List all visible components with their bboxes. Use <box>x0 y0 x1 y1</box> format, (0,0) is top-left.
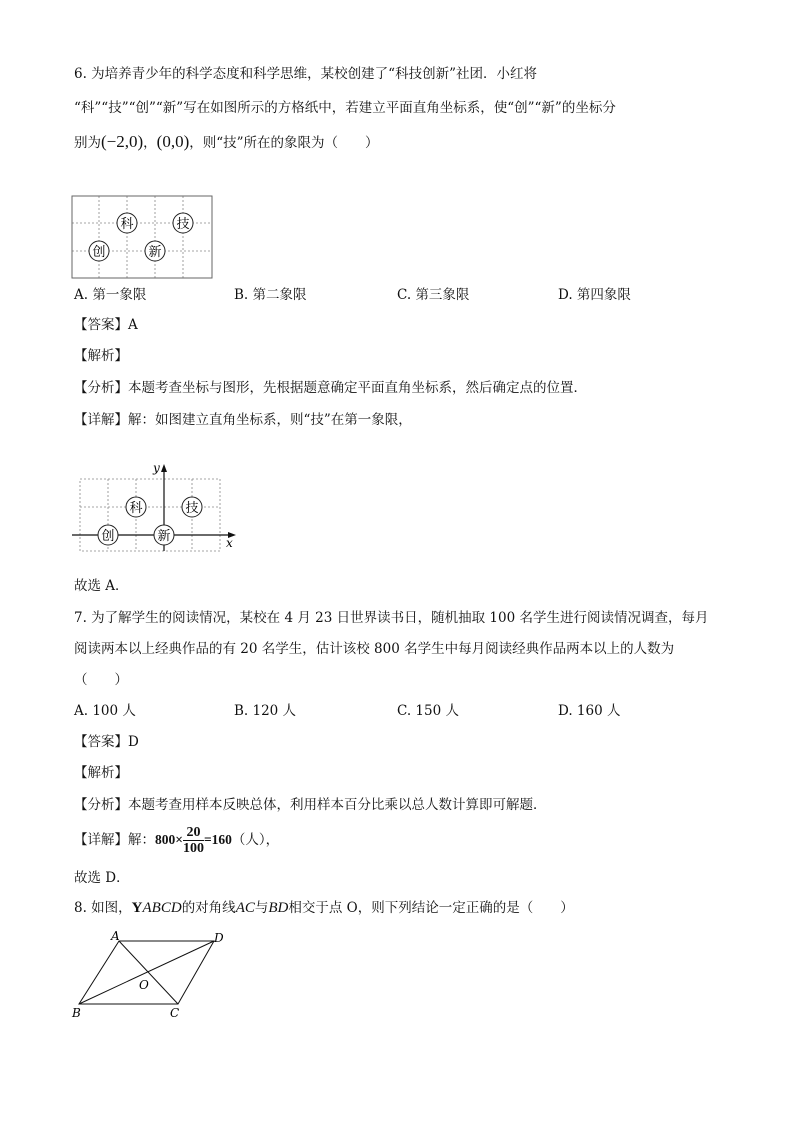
q8-stem <box>74 898 574 918</box>
svg-text:科: 科 <box>129 501 143 516</box>
vertex-label-b: B <box>72 1006 81 1020</box>
q6-answer: 【答案】A <box>74 317 138 333</box>
q8-pre: 8. 如图， <box>74 900 132 916</box>
q7-fraction-numerator: 20 <box>183 825 204 841</box>
grid-char-xin-label: 新 <box>148 245 162 260</box>
q7-calc-left: 800× <box>155 832 183 847</box>
q6-grid-figure <box>71 195 213 279</box>
grid-char-chuang-label: 创 <box>92 245 106 260</box>
q7-answer: 【答案】D <box>74 734 139 750</box>
q7-line2: 阅读两本以上经典作品的有 20 名学生，估计该校 800 名学生中每月阅读经典作品两本以上的人数为 <box>74 641 675 657</box>
q7-line3: （ ） <box>74 672 128 688</box>
q6-line1: 6. 为培养青少年的科学态度和科学思维，某校创建了“科技创新”社团．小红将 <box>74 66 537 82</box>
q6-option-d: D. 第四象限 <box>558 287 631 303</box>
q8-mid2: 与 <box>254 900 269 916</box>
coord-char-xin <box>154 525 174 545</box>
q7-analysis-heading: 【解析】 <box>74 765 128 781</box>
q6-coord-chuang: (−2,0) <box>101 132 144 151</box>
q8-bd: BD <box>268 900 289 916</box>
vertex-label-d: D <box>214 931 224 945</box>
q7-option-a: A. 100 人 <box>74 703 136 719</box>
q7-line1: 7. 为了解学生的阅读情况，某校在 4 月 23 日世界读书日，随机抽取 100 名学生进行阅读情况调查，每月 <box>74 610 709 626</box>
q8-post: 相交于点 O，则下列结论一定正确的是（ ） <box>288 900 574 916</box>
q7-fraction <box>183 825 204 856</box>
q7-option-c: C. 150 人 <box>397 703 459 719</box>
q6-conclusion: 故选 A． <box>74 578 129 594</box>
grid-char-ke <box>117 213 137 233</box>
grid-char-xin <box>145 241 165 261</box>
svg-text:新: 新 <box>157 529 171 544</box>
q8-abcd: ABCD <box>142 900 182 916</box>
q8-mid1: 的对角线 <box>181 900 236 916</box>
y-axis-arrow <box>161 464 167 472</box>
q6-analysis-heading: 【解析】 <box>74 348 128 364</box>
q7-fraction-denominator: 100 <box>182 841 204 856</box>
q6-option-c: C. 第三象限 <box>397 287 470 303</box>
q7-calc-right: =160 <box>203 832 232 847</box>
vertex-label-c: C <box>170 1006 180 1020</box>
q6-comma: ， <box>143 135 157 151</box>
coord-char-ke <box>126 497 146 517</box>
diagonal-ac <box>119 941 178 1004</box>
x-axis-label: x <box>226 536 233 550</box>
center-label-o: O <box>139 978 149 992</box>
coord-char-chuang <box>98 525 118 545</box>
q6-line3-pre: 别为 <box>74 135 101 151</box>
q7-calc-unit: （人）， <box>231 832 280 848</box>
q8-parallelogram-symbol: Y <box>131 900 143 916</box>
q6-xiangjie: 【详解】解：如图建立直角坐标系，则“技”在第一象限， <box>74 412 412 428</box>
q7-xiangjie-pre: 【详解】解： <box>74 832 155 848</box>
q7-conclusion: 故选 D． <box>74 870 130 886</box>
coord-char-ji <box>182 497 202 517</box>
svg-text:创: 创 <box>101 529 115 544</box>
q6-option-a: A. 第一象限 <box>74 287 147 303</box>
q6-coordinate-figure <box>70 460 240 552</box>
q7-option-d: D. 160 人 <box>558 703 621 719</box>
grid-char-ke-label: 科 <box>120 217 134 232</box>
q7-option-b: B. 120 人 <box>234 703 297 719</box>
vertex-label-a: A <box>111 929 120 943</box>
q6-line3-post: ，则“技”所在的象限为（ ） <box>189 135 379 151</box>
grid-char-ji-label: 技 <box>176 217 190 232</box>
q7-fenxi: 【分析】本题考查用样本反映总体，利用样本百分比乘以总人数计算即可解题． <box>74 797 547 813</box>
q8-ac: AC <box>235 900 255 916</box>
q6-line3 <box>74 132 379 153</box>
q7-xiangjie <box>74 822 279 858</box>
svg-text:技: 技 <box>185 501 199 516</box>
grid-char-ji <box>173 213 193 233</box>
q6-fenxi: 【分析】本题考查坐标与图形，先根据题意确定平面直角坐标系，然后确定点的位置． <box>74 380 587 396</box>
q8-parallelogram-figure <box>66 928 236 1020</box>
q6-option-b: B. 第二象限 <box>234 287 307 303</box>
grid-char-chuang <box>89 241 109 261</box>
y-axis-label: y <box>153 461 160 475</box>
q6-coord-xin: (0,0) <box>156 132 190 151</box>
q6-line2: “科”“技”“创”“新”写在如图所示的方格纸中，若建立平面直角坐标系，使“创”“新”的坐标分 <box>74 100 616 116</box>
